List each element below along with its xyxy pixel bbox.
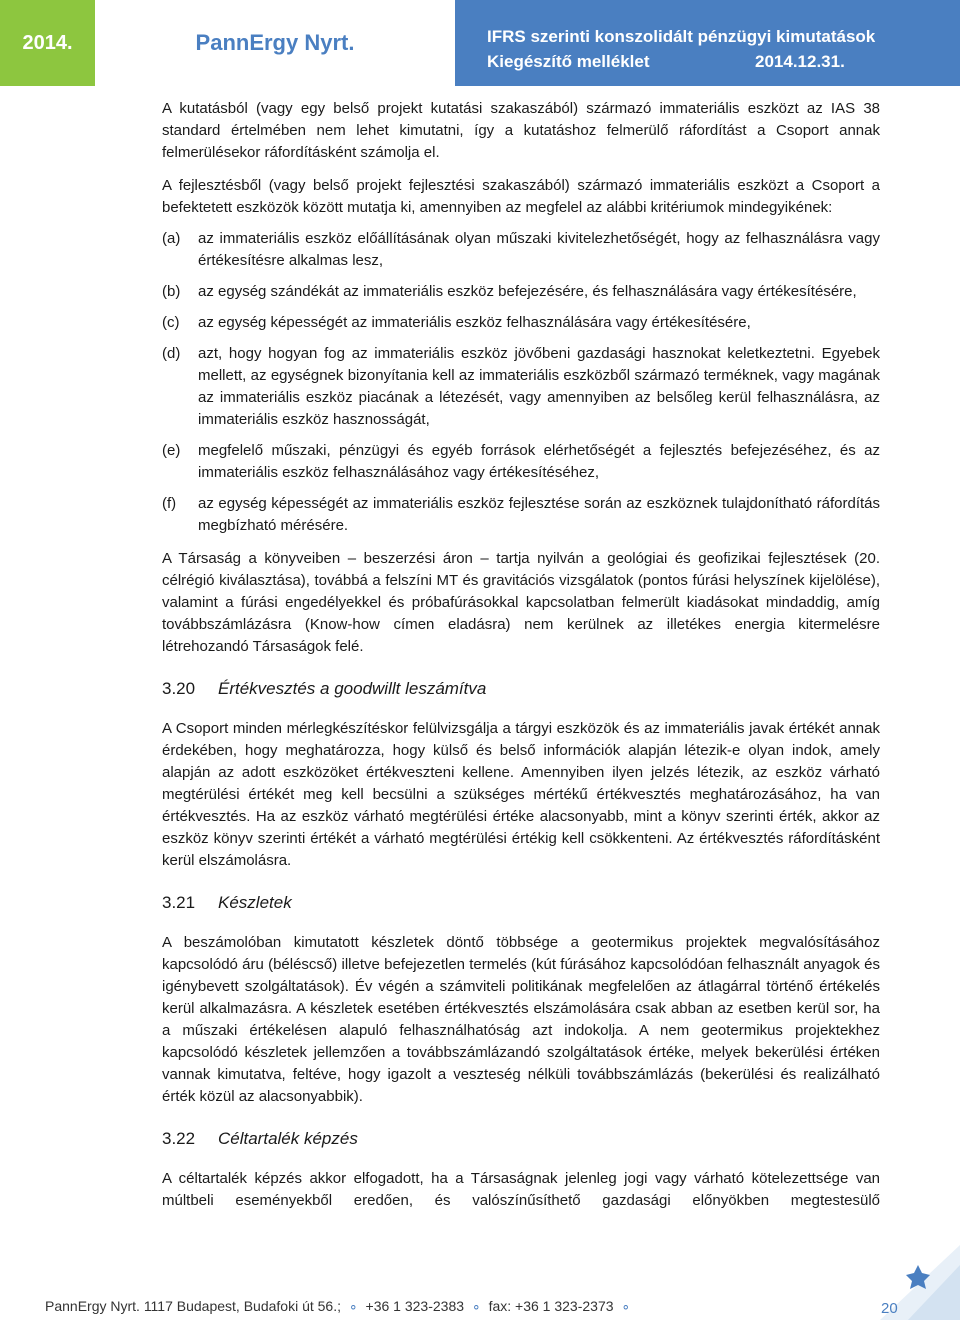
header-year: 2014. bbox=[22, 31, 73, 54]
criteria-label: (e) bbox=[162, 442, 181, 459]
header-company: PannErgy Nyrt. bbox=[195, 30, 355, 55]
section-title: Értékvesztés a goodwillt leszámítva bbox=[218, 679, 487, 698]
criteria-label: (d) bbox=[162, 345, 181, 362]
paragraph-research: A kutatásból (vagy egy belső projekt kutatási szakaszából) származó immateriális eszközt az IAS 38 standard értelmében nem lehet kimutatni, így a kutatáshoz felmerülő ráfordítást a Csoport annak felmerülésekor ráfordításként számolja el. bbox=[162, 100, 880, 161]
section-number: 3.22 bbox=[162, 1129, 196, 1148]
criteria-text: azt, hogy hogyan fog az immateriális eszköz jövőbeni gazdasági hasznokat keletkeztetni. Egyebek mellett, az egységnek bizonyítania kell az immateriális eszközből származó terméknek, vagy magának az immateriális eszköz piacának a létezését, vagy amennyiben az belsőleg kerül felhasználásra, az immateriális eszköz hasznosságát, bbox=[198, 345, 880, 428]
paragraph-impairment: A Csoport minden mérlegkészítéskor felülvizsgálja a tárgyi eszközök és az immateriális javak értékét annak érdekében, hogy meghatározza, hogy külső és belső információk alapján létezik-e olyan indok, amely alapján az adott eszközöket értékveszteni kellene. Amennyiben ilyen jelzés létezik, az eszköz várható megtérülési értékét meg kell becsülni a szükséges mértékű értékvesztés meghatározásához, ha van értékvesztés. Ha az eszköz várható megtérülési értéke alacsonyabb, mint a könyv szerinti érték, akkor az eszköz könyv szerinti értékét a várható megtérülési értékig kell csökkenteni. Az értékvesztés ráfordításként kerül elszámolásra. bbox=[162, 720, 880, 869]
criteria-label: (f) bbox=[162, 495, 177, 512]
criteria-text: az egység képességét az immateriális eszköz felhasználására vagy értékesítésére, bbox=[198, 314, 751, 331]
bullet-icon: ∘ bbox=[348, 1298, 358, 1314]
section-number: 3.20 bbox=[162, 679, 196, 698]
criteria-item bbox=[162, 493, 880, 537]
criteria-text: az immateriális eszköz előállításának olyan műszaki kivitelezhetőségét, hogy az felhasználásra vagy értékesítésre alkalmas lesz, bbox=[198, 230, 880, 269]
page-number: 20 bbox=[881, 1300, 898, 1317]
paragraph-inventory: A beszámolóban kimutatott készletek döntő többsége a geotermikus projektek megvalósításához kapcsolódó áru (béléscső) illetve befejezetlen termelés (kút fúrásához kapcsolódóan felhasznált anyagok és igénybevett szolgáltatások). Év végén a számviteli politikának megfelelően az átlagárral történő értékelés kerül alkalmazásra. A készletek esetében értékvesztés elszámolására csak abban az esetben kerül sor, ha a műszaki értékelésen alapuló felhasználhatóság azt indokolja. A nem geotermikus projektekhez kapcsolódó készletek jellemzően a továbbszámlázandó szolgáltatások értéke, melyek bekerülési értéken vannak kimutatva, feltéve, hogy igazolt a veszteség nélküli továbbszámlázás (bekerülési és realizálható érték közül az alacsonyabbik). bbox=[162, 934, 880, 1105]
section-number: 3.21 bbox=[162, 893, 196, 912]
section-title: Készletek bbox=[218, 893, 292, 912]
footer-address: PannErgy Nyrt. 1117 Budapest, Budafoki út 56.; bbox=[45, 1298, 341, 1314]
footer bbox=[45, 1298, 634, 1315]
footer-phone: +36 1 323-2383 bbox=[365, 1298, 465, 1314]
header-company-block bbox=[95, 0, 455, 86]
criteria-label: (c) bbox=[162, 314, 180, 331]
criteria-list bbox=[162, 228, 880, 537]
document-body bbox=[162, 98, 880, 1212]
criteria-item bbox=[162, 228, 880, 272]
criteria-item bbox=[162, 440, 880, 484]
paragraph-development: A fejlesztésből (vagy belső projekt fejlesztési szakaszából) származó immateriális eszközt a Csoport a befektetett eszközök között mutatja ki, amennyiben az megfelel az alábbi kritériumok mindegyikének: bbox=[162, 177, 880, 216]
section-heading-3-22 bbox=[162, 1128, 880, 1150]
header-title-block bbox=[455, 0, 960, 86]
footer-fax: fax: +36 1 323-2373 bbox=[488, 1298, 614, 1314]
criteria-label: (a) bbox=[162, 230, 181, 247]
section-heading-3-20 bbox=[162, 678, 880, 700]
criteria-item bbox=[162, 343, 880, 431]
criteria-text: megfelelő műszaki, pénzügyi és egyéb források elérhetőségét a fejlesztés befejezéséhez, és az immateriális eszköz felhasználásához vagy értékesítéséhez, bbox=[198, 442, 880, 481]
header-title: IFRS szerinti konszolidált pénzügyi kimutatások bbox=[487, 27, 876, 46]
criteria-text: az egység szándékát az immateriális eszköz befejezésére, és felhasználására vagy értékesítésére, bbox=[198, 283, 857, 300]
paragraph-geology: A Társaság a könyveiben – beszerzési áron – tartja nyilván a geológiai és geofizikai fejlesztések (20. célrégió kiválasztása), továbbá a felszíni MT és gravitációs vizsgálatok (pontos fúrási helyszínek kijelölése), valamint a fúrási engedélyekkel és próbafúrásokkal kapcsolatban felmerült kiadásokat mindaddig, amíg továbbszámlázásra (Know-how címen eladásra) nem kerülnek az illetékes energia kitermelésre létrehozandó Társaságok felé. bbox=[162, 550, 880, 655]
criteria-item bbox=[162, 281, 880, 303]
section-title: Céltartalék képzés bbox=[218, 1129, 358, 1148]
criteria-item bbox=[162, 312, 880, 334]
bullet-icon: ∘ bbox=[621, 1298, 631, 1314]
header-subtitle: Kiegészítő melléklet bbox=[487, 52, 650, 71]
section-heading-3-21 bbox=[162, 892, 880, 914]
header-year-block bbox=[0, 0, 95, 86]
criteria-text: az egység képességét az immateriális eszköz fejlesztése során az eszköznek tulajdonítható ráfordítás megbízható mérésére. bbox=[198, 495, 880, 534]
bullet-icon: ∘ bbox=[471, 1298, 481, 1314]
criteria-label: (b) bbox=[162, 283, 181, 300]
header-date: 2014.12.31. bbox=[755, 52, 845, 71]
paragraph-provision: A céltartalék képzés akkor elfogadott, ha a Társaságnak jelenleg jogi vagy várható kötelezettsége van múltbeli eseményekből eredően, és valószínűsíthető gazdasági előnyökben megtestesülő bbox=[162, 1170, 880, 1209]
